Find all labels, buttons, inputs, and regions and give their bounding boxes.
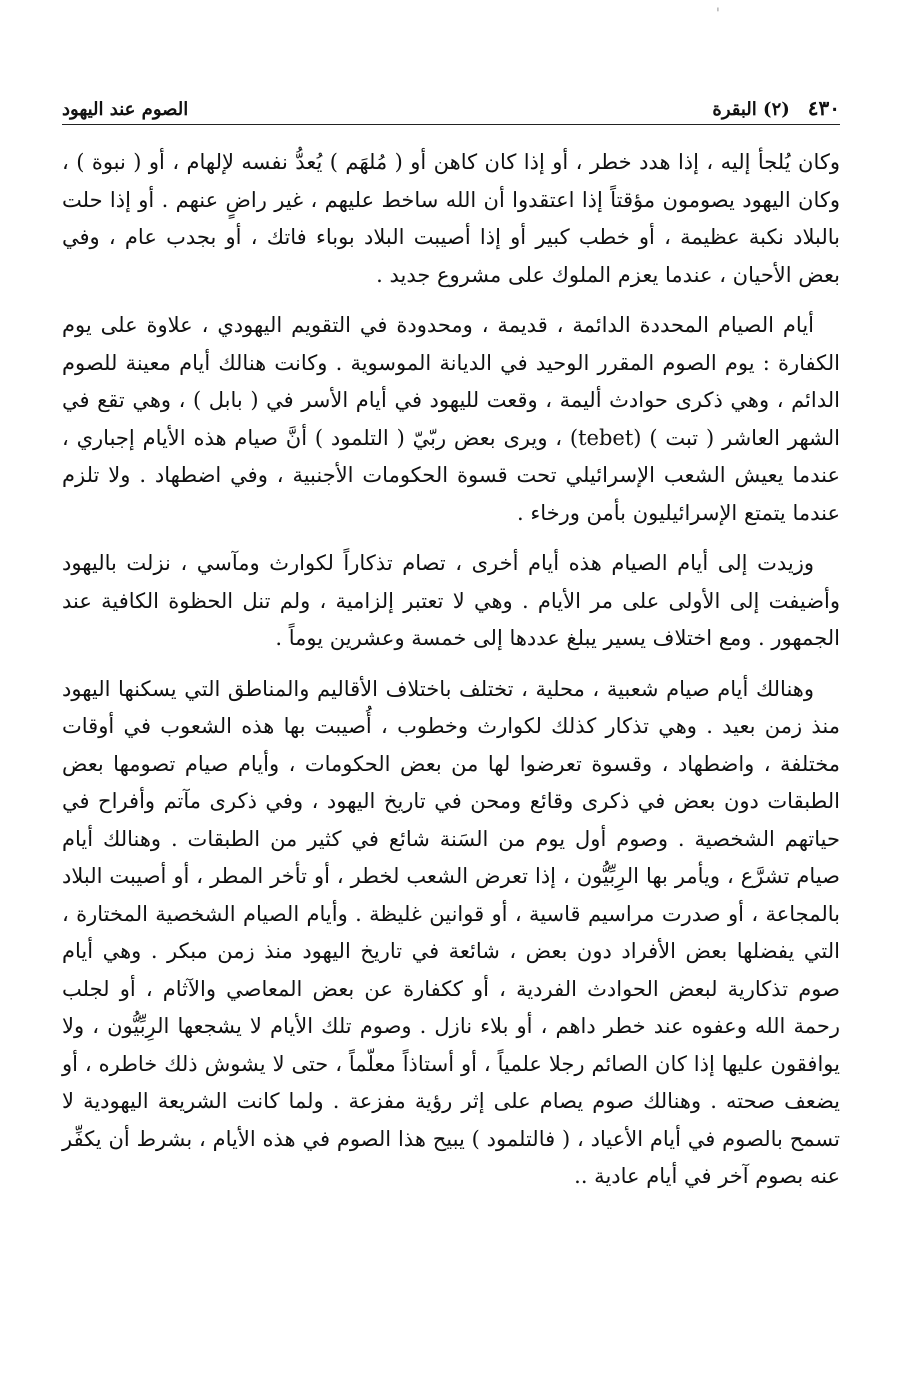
paragraph-3: وزيدت إلى أيام الصيام هذه أيام أخرى ، تصام تذكاراً لكوارث ومآسي ، نزلت باليهود وأضيفت إلى الأولى على مر الأيام . وهي لا تعتبر إلزامية ، ولم تنل الحظوة الكافية عند الجمهور . ومع اختلاف يسير يبلغ عددها إلى خمسة وعشرين يوماً . xyxy=(62,551,840,650)
header-divider xyxy=(62,124,840,125)
corner-mark: ' xyxy=(716,6,720,22)
paragraph-2: أيام الصيام المحددة الدائمة ، قديمة ، ومحدودة في التقويم اليهودي ، علاوة على يوم الكفارة : يوم الصوم المقرر الوحيد في الديانة الموسوية . وكانت هنالك أيام معينة للصوم الدائم ، وهي ذكرى حوادث أليمة ، وقعت لليهود في أيام الأسر في ( بابل ) ، وهي تقع في الشهر العاشر ( تبت ) (tebet) ، ويرى بعض ربّيّ ( التلمود ) أنَّ صيام هذه الأيام إجباري ، عندما يعيش الشعب الإسرائيلي تحت قسوة الحكومات الأجنبية ، وفي اضطهاد . ولا تلزم عندما يتمتع الإسرائيليون بأمن ورخاء . xyxy=(62,313,841,525)
section-title: (٢) البقرة xyxy=(712,99,790,120)
page-number: ٤٣٠ xyxy=(807,96,840,120)
running-title: الصوم عند اليهود xyxy=(62,99,189,120)
header-right-group xyxy=(712,96,840,120)
paragraph-4: وهنالك أيام صيام شعبية ، محلية ، تختلف باختلاف الأقاليم والمناطق التي يسكنها اليهود منذ زمن بعيد . وهي تذكار كذلك لكوارث وخطوب ، أُصيبت بها هذه الشعوب في أوقات مختلفة ، واضطهاد ، وقسوة تعرضوا لها من بعض الحكومات ، وأيام صيام تصومها بعض الطبقات دون بعض في ذكرى وقائع ومحن في تاريخ اليهود ، وفي ذكرى مآتم وأفراح في حياتهم الشخصية . وصوم أول يوم من السَنة شائع في كثير من الطبقات . وهنالك أيام صيام تشرَّع ، ويأمر بها الرِبِّيُّون ، إذا تعرض الشعب لخطر ، أو تأخر المطر ، أو أصيبت البلاد بالمجاعة ، أو صدرت مراسيم قاسية ، أو قوانين غليظة . وأيام الصيام الشخصية المختارة ، التي يفضلها بعض الأفراد دون بعض ، شائعة في تاريخ اليهود منذ زمن مبكر . وهي أيام صوم تذكارية لبعض الحوادث الفردية ، أو ككفارة عن بعض المعاصي والآثام ، أو لجلب رحمة الله وعفوه عند خطر داهم ، أو بلاء نازل . وصوم تلك الأيام لا يشجعها الرِبِّيُّون ، ولا يوافقون عليها إذا كان الصائم رجلا علمياً ، أو أستاذاً معلّماً ، حتى لا يشوش ذلك خاطره ، أو يضعف صحته . وهنالك صوم يصام على إثر رؤية مفزعة . ولما كانت الشريعة اليهودية لا تسمح بالصوم في أيام الأعياد ، ( فالتلمود ) يبيح هذا الصوم في هذه الأيام ، بشرط أن يكفِّر عنه بصوم آخر في أيام عادية .. xyxy=(62,676,840,1188)
paragraph-1: وكان يُلجأ إليه ، إذا هدد خطر ، أو إذا كان كاهن أو ( مُلهَم ) يُعدُّ نفسه لإلهام ، أو ( نبوة ) ، وكان اليهود يصومون مؤقتاً إذا اعتقدوا أن الله ساخط عليهم ، غير راضٍ عنهم . أو إذا حلت بالبلاد نكبة عظيمة ، أو خطب كبير أو إذا أصيبت البلاد بوباء فاتك ، أو بجدب عام ، وفي بعض الأحيان ، عندما يعزم الملوك على مشروع جديد . xyxy=(62,150,840,287)
page-header xyxy=(62,86,840,120)
body-text xyxy=(62,144,840,1209)
